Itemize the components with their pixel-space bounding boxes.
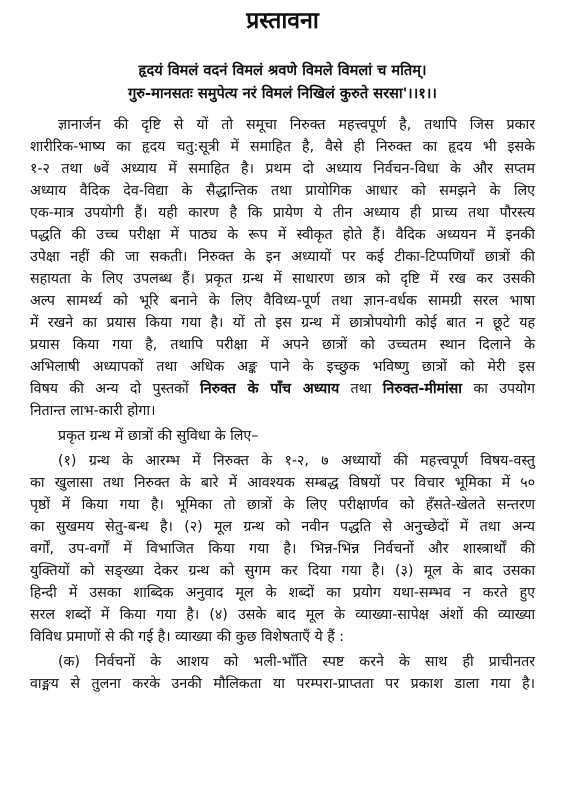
paragraph-line: अभिलाषी अध्यापकों तथा अधिक अङ्क पाने के इच्छुक भविष्णु छात्रों को मेरी इस xyxy=(30,359,535,375)
line-text: का उपयोग xyxy=(461,381,535,397)
paragraph-line: १-२ तथा ७वें अध्याय में समाहित है। प्रथम दो अध्याय निर्वचन-विधा के और सप्तम xyxy=(30,161,535,177)
paragraph-line: पद्धति की उच्च परीक्षा में पाठ्य के रूप में स्वीकृत होते हैं। वैदिक अध्ययन में इनकी xyxy=(30,227,535,243)
page-title: प्रस्तावना xyxy=(246,8,319,34)
sanskrit-verse-line-1: हृदयं विमलं वदनं विमलं श्रवणे विमले विमलां च मतिम्। xyxy=(138,62,427,79)
paragraph-line: में रखने का प्रयास किया गया है। यों तो इस ग्रन्थ में छात्रोपयोगी कोई बात न छूटे यह xyxy=(30,315,535,331)
paragraph-line: युक्तियों को सङ्ख्या देकर ग्रन्थ को सुगम कर दिया गया है। (३) मूल के बाद उसका xyxy=(30,563,535,579)
paragraph-line: (क) निर्वचनों के आशय को भली-भाँति स्पष्ट करने के साथ ही प्राचीनतर xyxy=(58,654,535,670)
line-text: विषय की अन्य दो पुस्तकों xyxy=(30,381,201,397)
book-title-nirukta-panch-adhyay: निरुक्त के पाँच अध्याय xyxy=(200,381,340,397)
paragraph-line: एक-मात्र उपयोगी हैं। यही कारण है कि प्रायेण ये तीन अध्याय ही प्राच्य तथा पौरस्त्य xyxy=(30,205,535,221)
paragraph-line: अल्प सामर्थ्य को भूरि बनाने के लिए वैविध्य-पूर्ण तथा ज्ञान-वर्धक सामग्री सरल भाषा xyxy=(30,293,535,309)
paragraph-line: अध्याय वैदिक देव-विद्या के सैद्धान्तिक तथा प्रायोगिक आधार को समझने के लिए xyxy=(30,183,535,199)
paragraph-line: का खुलासा तथा निरुक्त के बारे में आवश्यक सम्बद्ध विषयों पर विचार भूमिका में ५० xyxy=(30,475,535,491)
paragraph-line: सहायता के लिए उपलब्ध हैं। प्रकृत ग्रन्थ में साधारण छात्र को दृष्टि में रख कर उसकी xyxy=(30,271,535,287)
paragraph-line: पृष्ठों में किया गया है। भूमिका तो छात्रों के लिए परीक्षार्णव को हँसते-खेलते सन्तरण xyxy=(30,497,535,513)
paragraph-line: प्रकृत ग्रन्थ में छात्रों की सुविधा के लिए– xyxy=(58,428,259,444)
paragraph-line: वाङ्मय से तुलना करके उनकी मौलिकता या परम्परा-प्राप्तता पर प्रकाश डाला गया है। xyxy=(30,676,535,692)
paragraph-line: का सुखमय सेतु-बन्ध है। (२) मूल ग्रन्थ को नवीन पद्धति से अनुच्छेदों में तथा अन्य xyxy=(30,519,535,535)
paragraph-line xyxy=(30,379,535,399)
paragraph-line: शारीरिक-भाष्य का हृदय चतु:सूत्री में समाहित है, वैसे ही निरुक्त का हृदय भी इसके xyxy=(30,139,535,155)
paragraph-line: हिन्दी में उसका शाब्दिक अनुवाद मूल के शब्दों का प्रयोग यथा-सम्भव न करते हुए xyxy=(30,585,535,601)
paragraph-line: नितान्त लाभ-कारी होगा। xyxy=(30,403,156,419)
paragraph-line: वर्गों, उप-वर्गों में विभाजित किया गया है। भिन्न-भिन्न निर्वचनों और शास्त्रार्थों की xyxy=(30,541,535,557)
line-text: तथा xyxy=(339,381,383,397)
paragraph-line: प्रयास किया गया है, तथापि परीक्षा में अपने छात्रों को उच्चतम स्थान दिलाने के xyxy=(30,337,535,353)
book-title-nirukta-mimamsa: निरुक्त-मीमांसा xyxy=(382,381,462,397)
paragraph-line: विविध प्रमाणों से की गई है। व्याख्या की कुछ विशेषताएँ ये हैं : xyxy=(30,629,345,645)
paragraph-line: उपेक्षा नहीं की जा सकती। निरुक्त के इन अध्यायों पर कई टीका-टिप्पणियाँ छात्रों की xyxy=(30,249,535,265)
sanskrit-verse-line-2: गुरु-मानसतः समुपेत्य नरं विमलं निखिलं कुरुते सरसा'।।१।। xyxy=(128,85,437,102)
paragraph-line: ज्ञानार्जन की दृष्टि से यों तो समूचा निरुक्त महत्त्वपूर्ण है, तथापि जिस प्रकार xyxy=(58,117,535,133)
paragraph-line: सरल शब्दों में किया गया है। (४) उसके बाद मूल के व्याख्या-सापेक्ष अंशों की व्याख्या xyxy=(30,607,535,623)
paragraph-line: (१) ग्रन्थ के आरम्भ में निरुक्त के १-२, ७ अध्यायों की महत्त्वपूर्ण विषय-वस्तु xyxy=(58,453,535,469)
